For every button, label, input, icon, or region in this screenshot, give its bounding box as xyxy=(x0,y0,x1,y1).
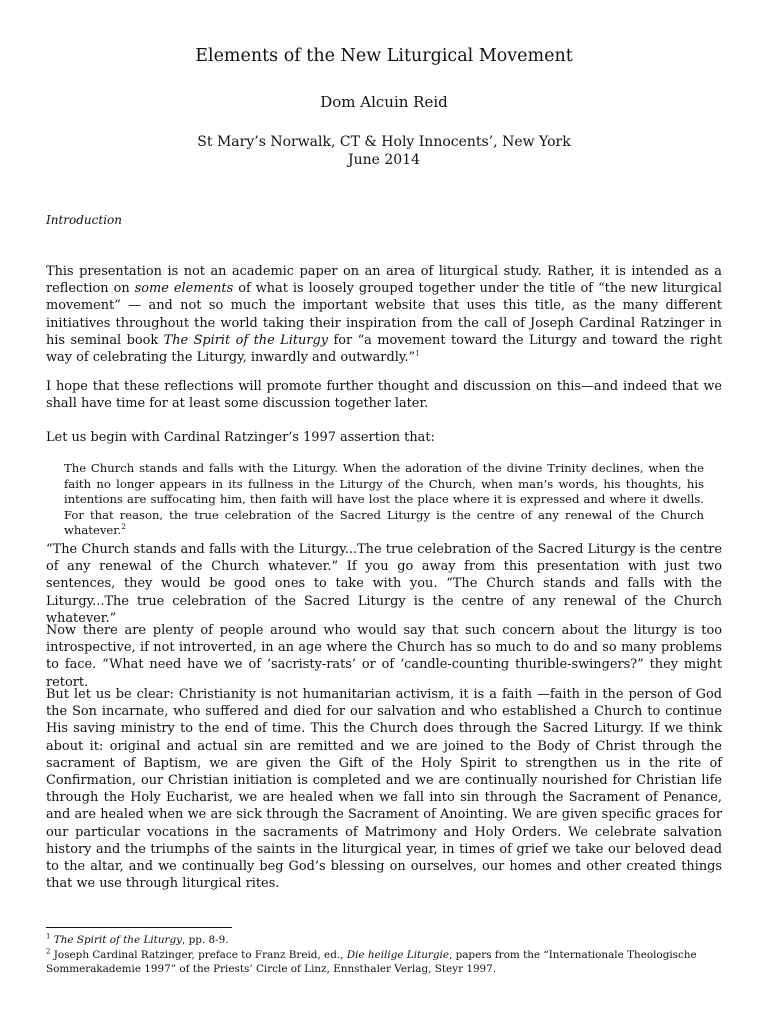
footnote-separator xyxy=(46,927,232,928)
venue-date xyxy=(0,133,768,169)
paragraph-5: Now there are plenty of people around who would say that such concern about the liturgy is too introspective, if not introverted, in an age where the Church has so much to do and so many problems to face. “What need have we of ‘sacristy-rats’ or of ‘candle-counting thurible-swingers?” they might retort. xyxy=(46,623,722,690)
paragraph-6: But let us be clear: Christianity is not humanitarian activism, it is a faith —faith in the person of God the Son incarnate, who suffered and died for our salvation and who established a Church to continue His saving ministry to the end of time. This the Church does through the Sacred Liturgy. If we think about it: original and actual sin are remitted and we are joined to the Body of Christ through the sacrament of Baptism, we are given the Gift of the Holy Spirit to strengthen us in the rite of Confirmation, our Christian initiation is completed and we are continually nourished for Christian life through the Holy Eucharist, we are healed when we fall into sin through the Sacrament of Penance, and are healed when we are sick through the Sacrament of Anointing. We are given specific graces for our particular vocations in the sacraments of Matrimony and Holy Orders. We celebrate salvation history and the triumphs of the saints in the liturgical year, in times of grief we take our beloved dead to the altar, and we continually beg God’s blessing on ourselves, our homes and other created things that we use through liturgical rites. xyxy=(46,687,722,892)
paragraph-1 xyxy=(46,263,722,366)
footnote-2-text-a: Joseph Cardinal Ratzinger, preface to Franz Breid, ed., xyxy=(50,949,347,961)
p1-text-a: This presentation is not an academic paper on an area of liturgical study. Rather, it is intended as a reflection on xyxy=(46,264,722,297)
footnote-2-text-b: , papers from the “Internationale Theologische Sommerakademie 1997” of the Priests’ Circle of Linz, Ennsthaler Verlag, Steyr 1997. xyxy=(46,949,697,975)
venue: St Mary’s Norwalk, CT & Holy Innocents’, New York xyxy=(197,134,571,150)
footnote-2-title: Die heilige Liturgie xyxy=(346,949,449,961)
author-name: Dom Alcuin Reid xyxy=(320,93,448,111)
footnote-ref-1: 1 xyxy=(415,349,420,358)
footnote-2 xyxy=(46,949,722,976)
footnote-2-number: 2 xyxy=(46,947,51,956)
paragraph-4: “The Church stands and falls with the Liturgy...The true celebration of the Sacred Liturgy is the centre of any renewal of the Church whatever.” If you go away from this presentation with just two sentences, they would be good ones to take with you. “The Church stands and falls with the Liturgy...The true celebration of the Sacred Liturgy is the centre of any renewal of the Church whatever.” xyxy=(46,542,722,626)
section-heading: Introduction xyxy=(46,213,122,227)
p1-emphasis-1: some elements xyxy=(134,281,234,297)
footnote-1 xyxy=(46,934,722,948)
p1-text-c: for “a movement toward the Liturgy and toward the right way of celebrating the Liturgy, inwardly and outwardly.” xyxy=(46,332,722,366)
footnote-ref-2: 2 xyxy=(121,523,126,532)
p1-text-b: of what is loosely grouped together under the title of “the new liturgical movement” — and not so much the important website that uses this title, as the many different initiatives throughout the world taking their inspiration from the call of Joseph Cardinal Ratzinger in his seminal book xyxy=(46,281,722,348)
p1-book-title: The Spirit of the Liturgy xyxy=(163,332,329,348)
footnote-1-title: The Spirit of the Liturgy xyxy=(53,934,183,946)
quote-text: The Church stands and falls with the Liturgy. When the adoration of the divine Trinity declines, when the faith no longer appears in its fullness in the Liturgy of the Church, when man’s words, his thoughts, his intentions are suffocating him, then faith will have lost the place where it is expressed and where it dwells. For that reason, the true celebration of the Sacred Liturgy is the centre of any renewal of the Church whatever. xyxy=(64,461,704,538)
footnote-1-text: , pp. 8-9. xyxy=(182,934,229,946)
block-quote xyxy=(64,461,704,539)
paragraph-2: I hope that these reflections will promote further thought and discussion on this—and indeed that we shall have time for at least some discussion together later. xyxy=(46,379,722,412)
date: June 2014 xyxy=(347,152,420,168)
footnote-1-number: 1 xyxy=(46,932,51,941)
paragraph-3: Let us begin with Cardinal Ratzinger’s 1997 assertion that: xyxy=(46,430,435,445)
document-title: Elements of the New Liturgical Movement xyxy=(195,46,573,66)
